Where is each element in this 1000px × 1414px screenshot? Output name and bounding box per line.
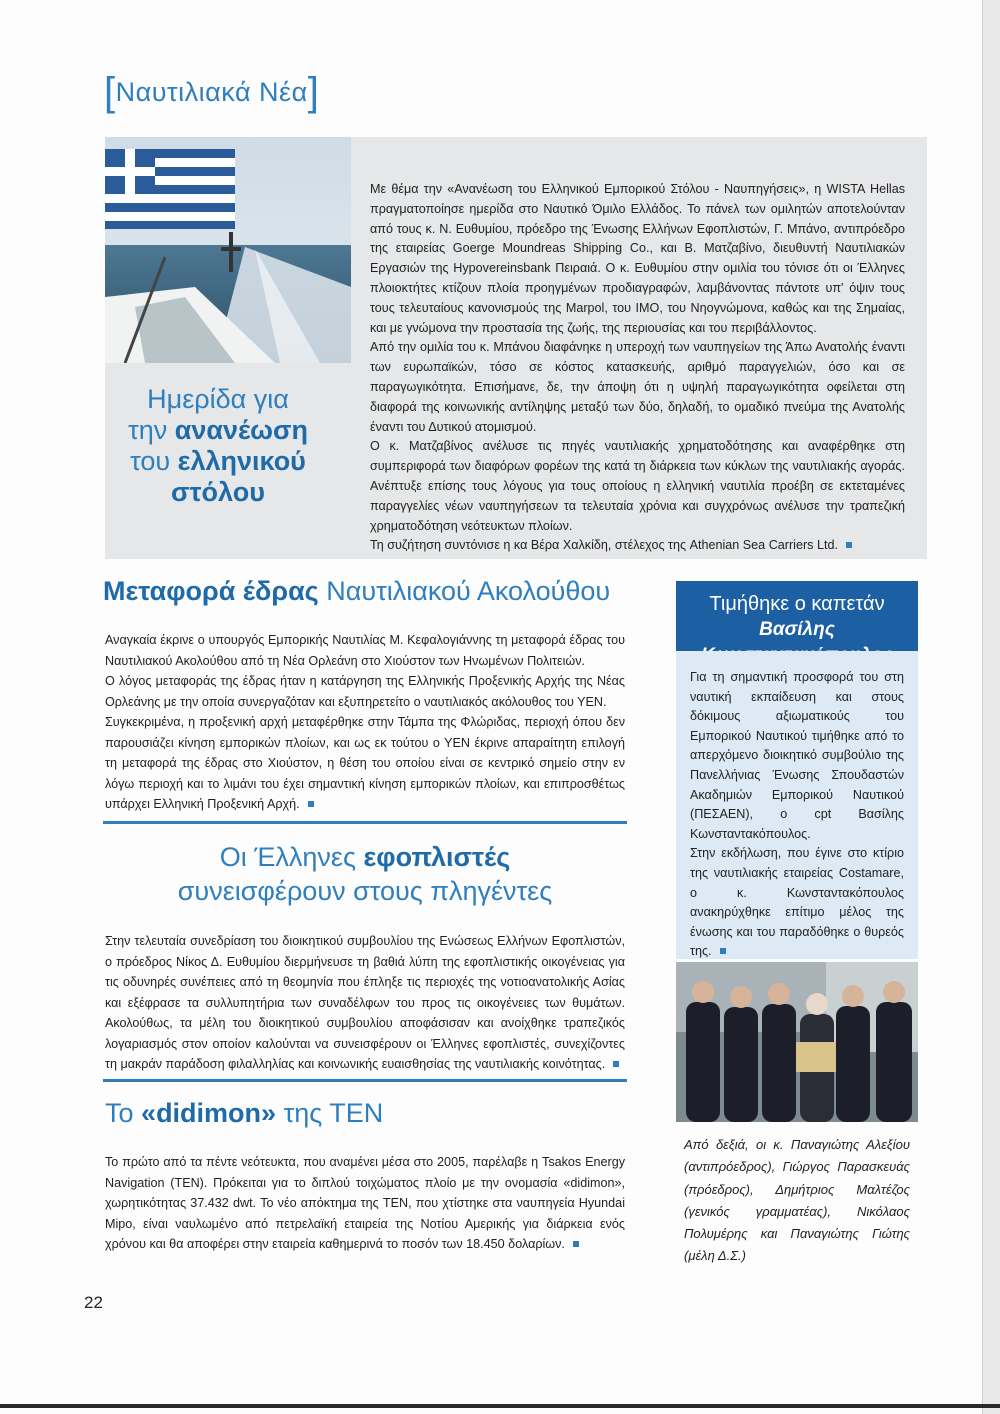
title-line-1: Ημερίδα για (147, 384, 289, 414)
title-line-3 (118, 446, 318, 477)
paragraph: Αναγκαία έκρινε ο υπουργός Εμπορικής Ναυτιλίας Μ. Κεφαλογιάννης τη μεταφορά έδρας του Ναυτιλιακού Ακολούθου από τη Νέα Ορλεάνη στο Χιούστον των Ηνωμένων Πολιτειών. (105, 633, 625, 668)
sidebar-header (676, 581, 918, 651)
paragraph-text: Τη συζήτηση συντόνισε η κα Βέρα Χαλκίδη, στέλεχος της Athenian Sea Carriers Ltd. (370, 538, 838, 553)
ship-renewal-body (370, 180, 905, 556)
end-mark-icon (720, 948, 726, 954)
title-part: της ΤΕΝ (276, 1098, 384, 1128)
divider (103, 1079, 627, 1082)
end-mark-icon (613, 1061, 619, 1067)
owners-article-title (105, 840, 625, 908)
sidebar-title-line-1: Τιμήθηκε ο καπετάν (709, 593, 885, 615)
page-edge (982, 0, 1000, 1414)
title-rest: Ναυτιλιακού Ακολούθου (318, 576, 611, 606)
end-mark-icon (573, 1241, 579, 1247)
group-photo-image (676, 962, 918, 1122)
end-mark-icon (308, 801, 314, 807)
title-line-3b: ελληνικού (177, 446, 306, 476)
move-article-title (103, 576, 643, 607)
paragraph: Για τη σημαντική προσφορά του στη ναυτική εκπαίδευση και στους δόκιμους αξιωματικούς του Εμπορικού Ναυτικού τιμήθηκε από το απερχόμενο διοικητικό συμβούλιο της Πανελλήνιας Ένωσης Σπουδαστών Ακαδημιών Εμπορικού Ναυτικού (ΠΕΣΑΕΝ), ο cpt Βασίλης Κωνσταντακόπουλος. (690, 670, 904, 841)
ship-wake-image (105, 137, 351, 363)
title-line-2: συνεισφέρουν στους πληγέντες (177, 876, 553, 906)
sidebar-body (690, 668, 904, 962)
section-label (104, 70, 319, 115)
paragraph (370, 536, 905, 556)
bracket-open: [ (104, 70, 116, 114)
owners-article-body (105, 931, 625, 1075)
title-bold: «didimon» (141, 1098, 277, 1128)
page-number: 22 (84, 1293, 103, 1312)
title-line-4b: στόλου (171, 477, 265, 507)
title-line-3a: του (130, 446, 178, 476)
paragraph (105, 1152, 625, 1255)
group-photo (676, 962, 918, 1122)
title-part: Το (105, 1098, 142, 1128)
bottom-rule (0, 1404, 1000, 1408)
move-article-body (105, 630, 625, 815)
section-label-text: Ναυτιλιακά Νέα (115, 77, 308, 107)
title-line-2 (118, 415, 318, 446)
paragraph: Από την ομιλία του κ. Μπάνου διαφάνηκε η υπεροχή των ναυπηγείων της Άπω Ανατολής έναντι των ευρωπαϊκών, τόσο σε κόστος κατασκευής, αριθμό παραγγελιών, όσο και σε παραγωγικότητα. Επισήμανε, δε, την άποψη ότι η υψηλή παραγωγικότητα οφείλεται στη διαφορά της κοινωνικής αντίληψης μεταξύ των δύο, δηλαδή, το ομαδικό πνεύμα της Ανατολής έναντι του Δυτικού ατομισμού. (370, 340, 905, 434)
paragraph-text: Στην τελευταία συνεδρίαση του διοικητικού συμβουλίου της Ενώσεως Ελλήνων Εφοπλιστών, ο πρόεδρος Νίκος Δ. Ευθυμίου διερμήνευσε τη βαθιά λύπη της εφοπλιστικής οικογένειας για τις οδυνηρές συνέπειες από τη θεομηνία που έπληξε τις περιοχές της νοτιοανατολικής Ασίας και εξέφρασε τα συλλυπητήρια των συναδέλφων του προς τις οικογένειες των θυμάτων. Ακολούθως, τα μέλη του διοικητικού συμβουλίου αποφάσισαν και ανοίχθηκε τραπεζικός λογαριασμός στον οποίον καλούνται να συνεισφέρουν οι Έλληνες εφοπλιστές, συνεχίζοντες τη μακράν παράδοση φιλαλληλίας και κοινωνικής ευαισθησίας της ναυτιλιακής κοινότητας. (105, 934, 625, 1071)
title-part: Οι Έλληνες (219, 842, 364, 872)
title-line-1 (105, 840, 625, 874)
didimon-article-title (105, 1098, 383, 1129)
paragraph-text: Στην εκδήλωση, που έγινε στο κτίριο της ναυτιλιακής εταιρείας Costamare, ο κ. Κωνσταντακόπουλος ανακηρύχθηκε επίτιμο μέλος της ένωσης και του παραδόθηκε ο θυρεός της. (690, 846, 904, 959)
title-line-2b: ανανέωση (174, 415, 308, 445)
paragraph (690, 844, 904, 962)
paragraph-text: Το πρώτο από τα πέντε νεότευκτα, που αναμένει μέσα στο 2005, παρέλαβε η Tsakos Energy Navigation (TEN). Πρόκειται για το διπλού τοιχώματος πλοίο με την ονομασία «didimon», χωρητικότητας 37.432 dwt. Το νέο απόκτημα της TEN, που χτίστηκε στα ναυπηγεία Hyundai Mipo, είναι ναυλωμένο από πετρελαϊκή εταιρεία της Νοτίου Αμερικής για διάρκεια ενός χρόνου και θα αποφέρει στην εταιρεία καθημερινά το ποσόν των 18.450 δολαρίων. (105, 1155, 625, 1251)
title-bold: Μεταφορά έδρας (103, 576, 319, 606)
didimon-article-body (105, 1152, 625, 1255)
ship-wake-photo (105, 137, 351, 363)
photo-caption: Από δεξιά, οι κ. Παναγιώτης Αλεξίου (αντιπρόεδρος), Γιώργος Παρασκευάς (πρόεδρος), Δημήτριος Μαλτέζος (γενικός γραμματέας), Νικόλαος Πολυμέρης και Παναγιώτης Γιώτης (μέλη Δ.Σ.) (684, 1137, 910, 1264)
greek-flag (105, 149, 235, 229)
divider (103, 821, 627, 824)
bracket-close: ] (307, 70, 320, 114)
paragraph: Ο λόγος μεταφοράς της έδρας ήταν η κατάργηση της Ελληνικής Προξενικής Αρχής της Νέας Ορλεάνης με την οποία συνεργαζόταν και εξυπηρετείτο ο ναυτιλιακός ακόλουθος του ΥΕΝ. (105, 674, 625, 709)
paragraph: Ο κ. Ματζαβίνος ανέλυσε τις πηγές ναυτιλιακής χρηματοδότησης και αναφέρθηκε στη συμπεριφορά των διαφόρων φορέων της κατά τη διάρκεια των κύκλων της ναυτιλιακής αγοράς. Ανέπτυξε επίσης τους λόγους για τους οποίους η ελληνική ναυτιλία προέβη σε εκτεταμένες παραγγελίες νέων ναυπηγήσεων τα τελευταία χρόνια και συγχρόνως ανέλυσε την τραπεζική χρηματοδότηση νεότευκτων πλοίων. (370, 439, 905, 533)
paragraph: Με θέμα την «Ανανέωση του Ελληνικού Εμπορικού Στόλου - Ναυπηγήσεις», η WISTA Hellas πραγματοποίησε ημερίδα στο Ναυτικό Όμιλο Ελλάδος. Το πάνελ των ομιλητών αποτελούνταν από τους κ. Ν. Ευθυμίου, πρόεδρο της Ένωσης Ελλήνων Εφοπλιστών, Γ. Μπάνο, αντιπρόεδρο της εταιρείας Goerge Moundreas Shipping Co., και Β. Ματζαβίνο, διευθυντή Ναυτιλιακών Εργασιών της Hypovereinsbank Πειραιά. Ο κ. Ευθυμίου στην ομιλία του τόνισε ότι οι Έλληνες πλοιοκτήτες κτίζουν πλοία προηγμένων προδιαγραφών, λαμβάνοντας πάντοτε υπ' όψιν τους τους τελευταίους κανονισμούς της Marpol, του IMO, του Νηογνώμονα, καθώς και της Σημαίας, και με γνώμονα την προστασία της ζωής, της περιουσίας και του περιβάλλοντος. (370, 182, 905, 335)
ship-renewal-title (118, 384, 318, 508)
title-line-2a: την (128, 415, 175, 445)
title-line-4 (118, 477, 318, 508)
title-bold: εφοπλιστές (363, 842, 511, 872)
paragraph (105, 931, 625, 1075)
end-mark-icon (846, 542, 852, 548)
paragraph-text: Συγκεκριμένα, η προξενική αρχή μεταφέρθηκε στην Τάμπα της Φλώριδας, περιοχή όπου δεν παρουσιάζει κίνηση εμπορικών πλοίων, και ως εκ τούτου ο ΥΕΝ έκρινε απαραίτητη επιλογή τη μεταφορά της έδρας στο Χιούστον, η θέση του οποίου είναι σε κεντρικό σημείο στην εν λόγω περιοχή και το λιμάνι του έχει σημαντική κίνηση εμπορικών πλοίων, και επιπροσθέτως υπάρχει Ελληνική Προξενική Αρχή. (105, 715, 625, 811)
sidebar-title-line-2: Βασίλης (759, 619, 835, 640)
paragraph (105, 712, 625, 815)
